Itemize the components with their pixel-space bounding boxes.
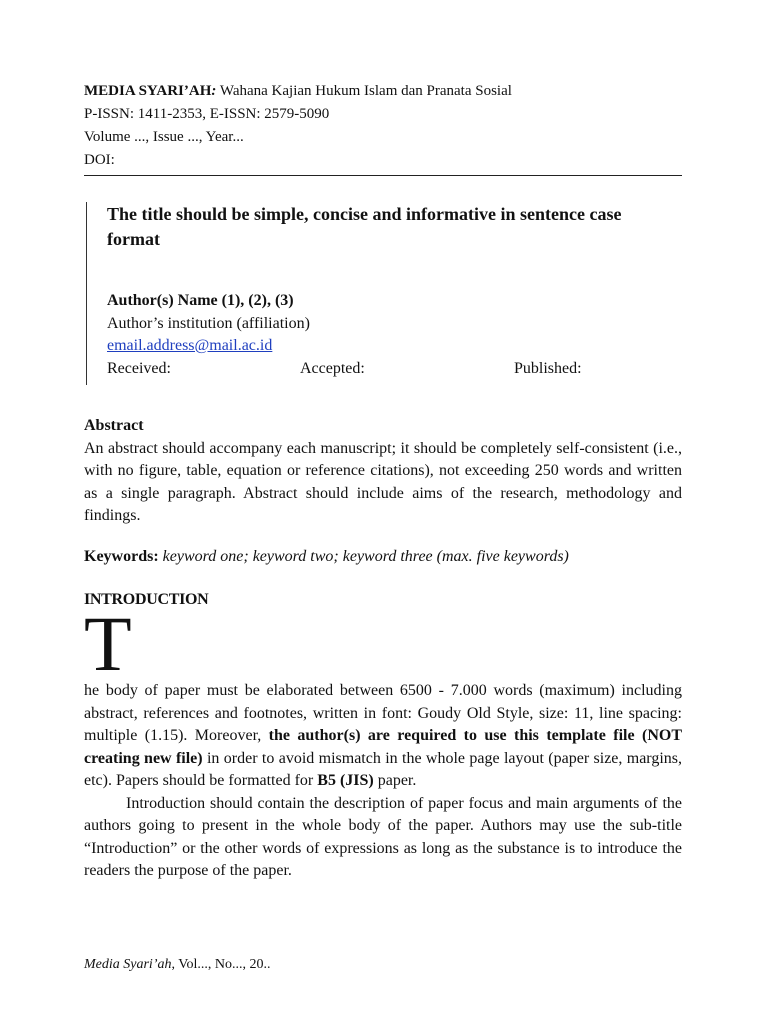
abstract-heading: Abstract (84, 417, 144, 434)
published-label: Published: (514, 359, 582, 377)
volume-line: Volume ..., Issue ..., Year... (84, 129, 244, 145)
intro-p1-text-3: paper. (373, 772, 417, 789)
footer-issue: , Vol..., No..., 20.. (171, 957, 271, 972)
title-block (86, 202, 683, 385)
journal-subtitle: Wahana Kajian Hukum Islam dan Pranata Sosial (216, 83, 512, 99)
doi-line: DOI: (84, 152, 115, 168)
author-institution: Author’s institution (affiliation) (107, 314, 310, 332)
journal-title-line (84, 80, 682, 103)
author-names: Author(s) Name (1), (2), (3) (107, 292, 294, 309)
header-divider (84, 175, 682, 176)
author-email-link[interactable]: email.address@mail.ac.id (107, 337, 273, 354)
abstract-body: An abstract should accompany each manuscript; it should be completely self-consistent (i.e., with no figure, table, equation or reference citations), not exceeding 250 words and written as a single paragraph. Abstract should include aims of the research, methodology and findings. (84, 439, 682, 524)
intro-p1-bold-2: B5 (JIS) (317, 772, 374, 789)
article-title: The title should be simple, concise and informative in sentence case format (107, 204, 622, 249)
keywords-line (84, 546, 682, 569)
intro-p1-bold-1: the author(s) are required to use this template file (NOT creating new file) (84, 727, 682, 767)
keywords-values: keyword one; keyword two; keyword three (max. five keywords) (162, 548, 569, 565)
journal-colon: : (211, 83, 217, 99)
journal-header (84, 80, 682, 172)
footer-journal-name: Media Syari’ah (84, 957, 172, 972)
intro-paragraph-2: Introduction should contain the description of paper focus and main arguments of the authors going to present in the whole body of the paper. Authors may use the sub-title “Introduction” or the other words of expressions as long as the substance is to introduce the readers the purpose of the paper. (84, 794, 682, 879)
drop-cap: T (84, 600, 132, 687)
intro-p1-text-2: in order to avoid mismatch in the whole page layout (paper size, margins, etc). Papers should be formatted for (84, 749, 683, 789)
introduction-body (84, 680, 682, 883)
author-block (107, 290, 677, 380)
accepted-label: Accepted: (300, 359, 365, 377)
introduction-heading: INTRODUCTION (84, 591, 209, 608)
received-label: Received: (107, 359, 171, 377)
issn-line: P-ISSN: 1411-2353, E-ISSN: 2579-5090 (84, 106, 330, 122)
journal-name: MEDIA SYARI’AH (84, 83, 212, 99)
abstract-section (84, 415, 682, 528)
intro-p1-text-1: he body of paper must be elaborated between 6500 - 7.000 words (maximum) including abstract, references and footnotes, written in font: Goudy Old Style, size: 11, line spacing: multiple (1.15). Moreover, (84, 682, 682, 744)
page-footer (84, 957, 271, 973)
keywords-label: Keywords: (84, 548, 159, 565)
intro-paragraph-1 (84, 680, 682, 793)
dates-row (107, 358, 677, 380)
